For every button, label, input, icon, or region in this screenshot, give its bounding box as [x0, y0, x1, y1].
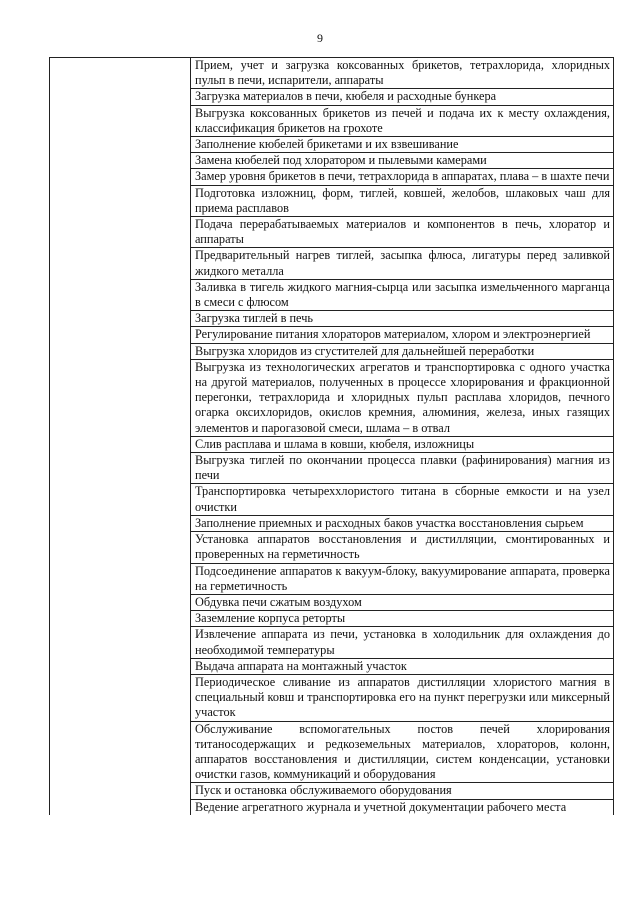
duty-cell: Замер уровня брикетов в печи, тетрахлорида в аппаратах, плава – в шахте печи — [191, 169, 614, 185]
duty-cell: Обслуживание вспомогательных постов печей хлорирования титаносодержащих и редкоземельных материалов, хлораторов, колонн, аппаратов восстановления и дистилляции, систем конденсации, установки очистки газов, коммуникаций и оборудования — [191, 721, 614, 783]
duty-cell: Транспортировка четыреххлористого титана в сборные емкости и на узел очистки — [191, 484, 614, 515]
table-row — [50, 58, 614, 89]
duty-cell: Подача перерабатываемых материалов и компонентов в печь, хлоратор и аппараты — [191, 217, 614, 248]
duty-cell: Заземление корпуса реторты — [191, 611, 614, 627]
duty-cell: Ведение агрегатного журнала и учетной документации рабочего места — [191, 799, 614, 815]
duty-cell: Предварительный нагрев тиглей, засыпка флюса, лигатуры перед заливкой жидкого металла — [191, 248, 614, 279]
duty-cell: Обдувка печи сжатым воздухом — [191, 594, 614, 610]
duty-cell: Прием, учет и загрузка коксованных брикетов, тетрахлорида, хлоридных пульп в печи, испарители, аппараты — [191, 58, 614, 89]
duty-cell: Подготовка изложниц, форм, тиглей, ковшей, желобов, шлаковых чаш для приема расплавов — [191, 185, 614, 216]
duty-cell: Замена кюбелей под хлоратором и пылевыми камерами — [191, 153, 614, 169]
duty-cell: Установка аппаратов восстановления и дистилляции, смонтированных и проверенных на герметичность — [191, 532, 614, 563]
duty-cell: Регулирование питания хлораторов материалом, хлором и электроэнергией — [191, 327, 614, 343]
duties-table — [49, 57, 614, 815]
duty-cell: Слив расплава и шлама в ковши, кюбеля, изложницы — [191, 436, 614, 452]
duty-cell: Извлечение аппарата из печи, установка в холодильник для охлаждения до необходимой температуры — [191, 627, 614, 658]
duty-cell: Загрузка тиглей в печь — [191, 311, 614, 327]
duty-cell: Выгрузка из технологических агрегатов и транспортировка с одного участка на другой материалов, полученных в процессе хлорирования и фракционной перегонки, тетрахлорида и хлоридных пульп расплава хлоридов, печного огарка оксихлоридов, окислов кремния, алюминия, железа, иных газящих элементов и парогазовой смеси, шлама – в отвал — [191, 359, 614, 436]
empty-left-column-cell — [50, 58, 191, 815]
duty-cell: Выгрузка тиглей по окончании процесса плавки (рафинирования) магния из печи — [191, 453, 614, 484]
duty-cell: Загрузка материалов в печи, кюбеля и расходные бункера — [191, 89, 614, 105]
duty-cell: Периодическое сливание из аппаратов дистилляции хлористого магния в специальный ковш и транспортировка его на пункт перегрузки или миксерный участок — [191, 674, 614, 721]
duty-cell: Выдача аппарата на монтажный участок — [191, 658, 614, 674]
duty-cell: Заливка в тигель жидкого магния-сырца или засыпка измельченного марганца в смеси с флюсом — [191, 279, 614, 310]
page-number: 9 — [317, 31, 323, 45]
duty-cell: Подсоединение аппаратов к вакуум-блоку, вакуумирование аппарата, проверка на герметичность — [191, 563, 614, 594]
duty-cell: Заполнение кюбелей брикетами и их взвешивание — [191, 137, 614, 153]
duty-cell: Выгрузка коксованных брикетов из печей и подача их к месту охлаждения, классификация брикетов на грохоте — [191, 105, 614, 136]
duty-cell: Выгрузка хлоридов из сгустителей для дальнейшей переработки — [191, 343, 614, 359]
duty-cell: Пуск и остановка обслуживаемого оборудования — [191, 783, 614, 799]
duty-cell: Заполнение приемных и расходных баков участка восстановления сырьем — [191, 515, 614, 531]
